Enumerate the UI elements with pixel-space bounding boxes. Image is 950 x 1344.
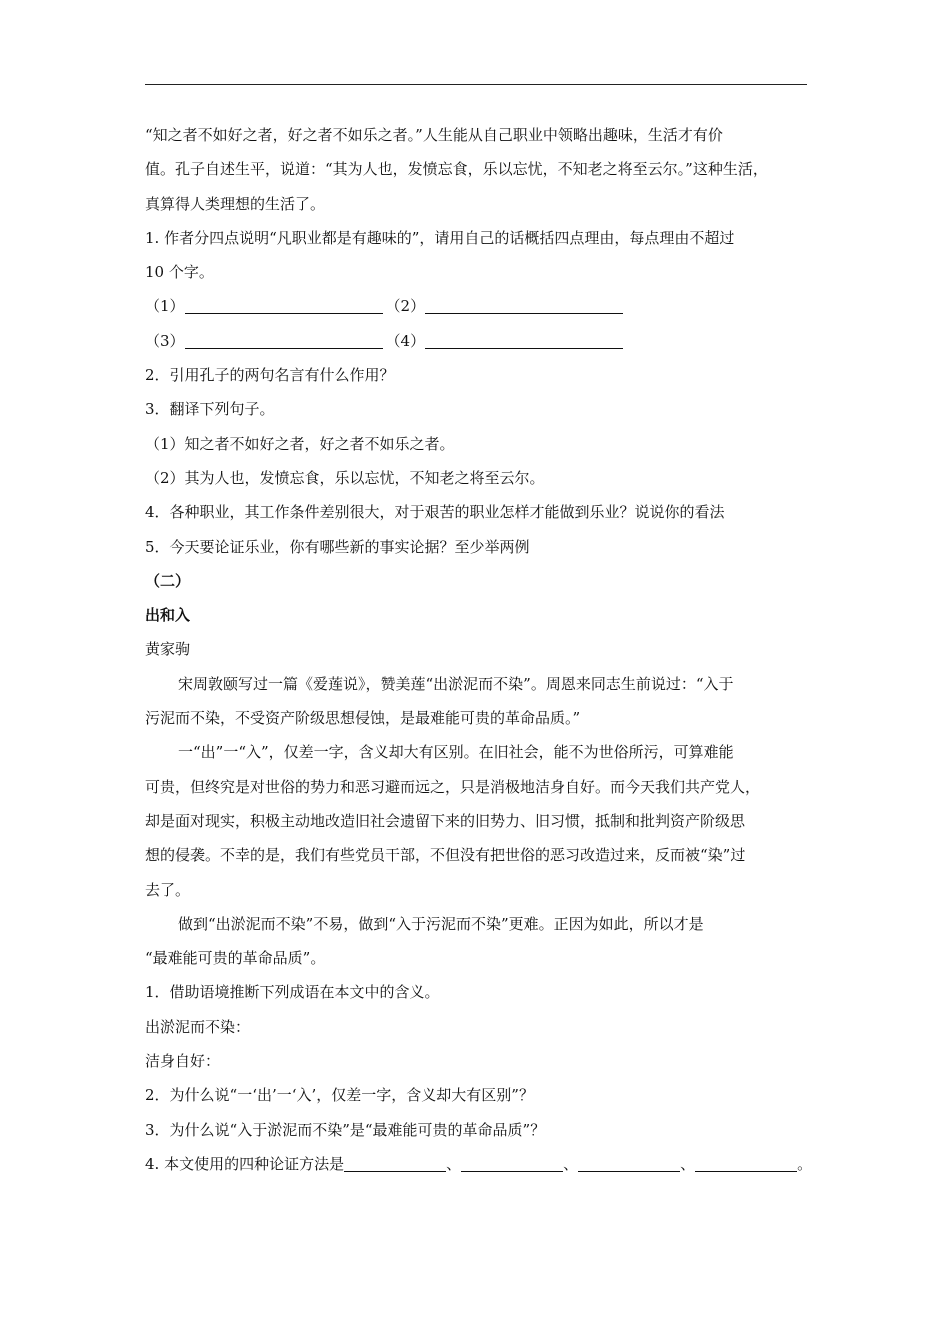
para2-line-3: 却是面对现实，积极主动地改造旧社会遗留下来的旧势力、旧习惯，抵制和批判资产阶级思 bbox=[145, 811, 746, 830]
article-author: 黄家驹 bbox=[145, 640, 191, 659]
separator: 、 bbox=[446, 1154, 462, 1173]
para2-line-1: 一“出”一“入”，仅差一字，含义却大有区别。在旧社会，能不为世俗所污，可算难能 bbox=[178, 743, 734, 762]
section-label: （二） bbox=[145, 571, 191, 590]
question-3-item-2: （2）其为人也，发愤忘食，乐以忘忧，不知老之将至云尔。 bbox=[145, 468, 545, 487]
para2-line-4: 想的侵袭。不幸的是，我们有些党员干部，不但没有把世俗的恶习改造过来，反而被“染”过 bbox=[145, 846, 746, 865]
blank-label-4: （4） bbox=[385, 331, 426, 350]
term-2: 洁身自好： bbox=[145, 1052, 221, 1071]
question2-4 bbox=[145, 1147, 813, 1181]
article-title: 出和入 bbox=[145, 606, 191, 625]
para3-line-1: 做到“出淤泥而不染”不易，做到“入于污泥而不染”更难。正因为如此，所以才是 bbox=[178, 914, 704, 933]
passage1-line-1: “知之者不如好之者，好之者不如乐之者。”人生能从自己职业中领略出趣味，生活才有价 bbox=[145, 126, 723, 144]
separator: 、 bbox=[563, 1154, 579, 1173]
blank-label-1: （1） bbox=[145, 297, 185, 316]
question2-3: 3．为什么说“入于淤泥而不染”是“最难能可贵的革命品质”？ bbox=[145, 1120, 546, 1139]
method-blank-1[interactable] bbox=[344, 1156, 446, 1172]
question-2: 2．引用孔子的两句名言有什么作用？ bbox=[145, 366, 395, 385]
answer-blank-2[interactable] bbox=[425, 298, 623, 314]
question2-4-prefix: 4. 本文使用的四种论证方法是 bbox=[145, 1154, 345, 1173]
passage1-line-3: 真算得人类理想的生活了。 bbox=[145, 194, 326, 213]
answer-blank-1[interactable] bbox=[185, 298, 383, 314]
question-1-line-2: 10 个字。 bbox=[145, 263, 214, 282]
para3-line-2: “最难能可贵的革命品质”。 bbox=[145, 949, 326, 968]
method-blank-3[interactable] bbox=[578, 1156, 680, 1172]
answer-blank-4[interactable] bbox=[425, 333, 623, 349]
period: 。 bbox=[797, 1154, 813, 1173]
passage1-line-2: 值。孔子自述生平，说道：“其为人也，发愤忘食，乐以忘忧，不知老之将至云尔。”这种生活， bbox=[145, 160, 768, 179]
blank-label-3: （3） bbox=[145, 331, 185, 350]
para1-line-2: 污泥而不染，不受资产阶级思想侵蚀，是最难能可贵的革命品质。” bbox=[145, 709, 581, 728]
separator: 、 bbox=[680, 1154, 696, 1173]
question-3: 3．翻译下列句子。 bbox=[145, 400, 275, 419]
question2-1: 1．借助语境推断下列成语在本文中的含义。 bbox=[145, 983, 440, 1002]
method-blank-2[interactable] bbox=[461, 1156, 563, 1172]
term-1: 出淤泥而不染： bbox=[145, 1017, 251, 1036]
answer-blank-3[interactable] bbox=[185, 333, 383, 349]
para2-line-2: 可贵，但终究是对世俗的势力和恶习避而远之，只是消极地洁身自好。而今天我们共产党人， bbox=[145, 777, 761, 796]
question-5: 5．今天要论证乐业，你有哪些新的事实论据？至少举两例 bbox=[145, 537, 530, 556]
para2-line-5: 去了。 bbox=[145, 880, 191, 899]
document-body bbox=[145, 118, 813, 1181]
answer-blanks-row-2 bbox=[145, 324, 813, 358]
method-blank-4[interactable] bbox=[695, 1156, 797, 1172]
question-3-item-1: （1）知之者不如好之者，好之者不如乐之者。 bbox=[145, 434, 455, 453]
question-1-line-1: 1. 作者分四点说明“凡职业都是有趣味的”，请用自己的话概括四点理由，每点理由不超过 bbox=[145, 228, 735, 247]
question2-2: 2．为什么说“一‘出’一‘入’，仅差一字，含义却大有区别”？ bbox=[145, 1086, 534, 1105]
header-rule bbox=[145, 84, 807, 85]
para1-line-1: 宋周敦颐写过一篇《爱莲说》，赞美莲“出淤泥而不染”。周恩来同志生前说过：“入于 bbox=[178, 674, 734, 693]
question-4: 4．各种职业，其工作条件差别很大，对于艰苦的职业怎样才能做到乐业？说说你的看法 bbox=[145, 503, 725, 522]
answer-blanks-row-1 bbox=[145, 289, 813, 323]
blank-label-2: （2） bbox=[385, 297, 426, 316]
